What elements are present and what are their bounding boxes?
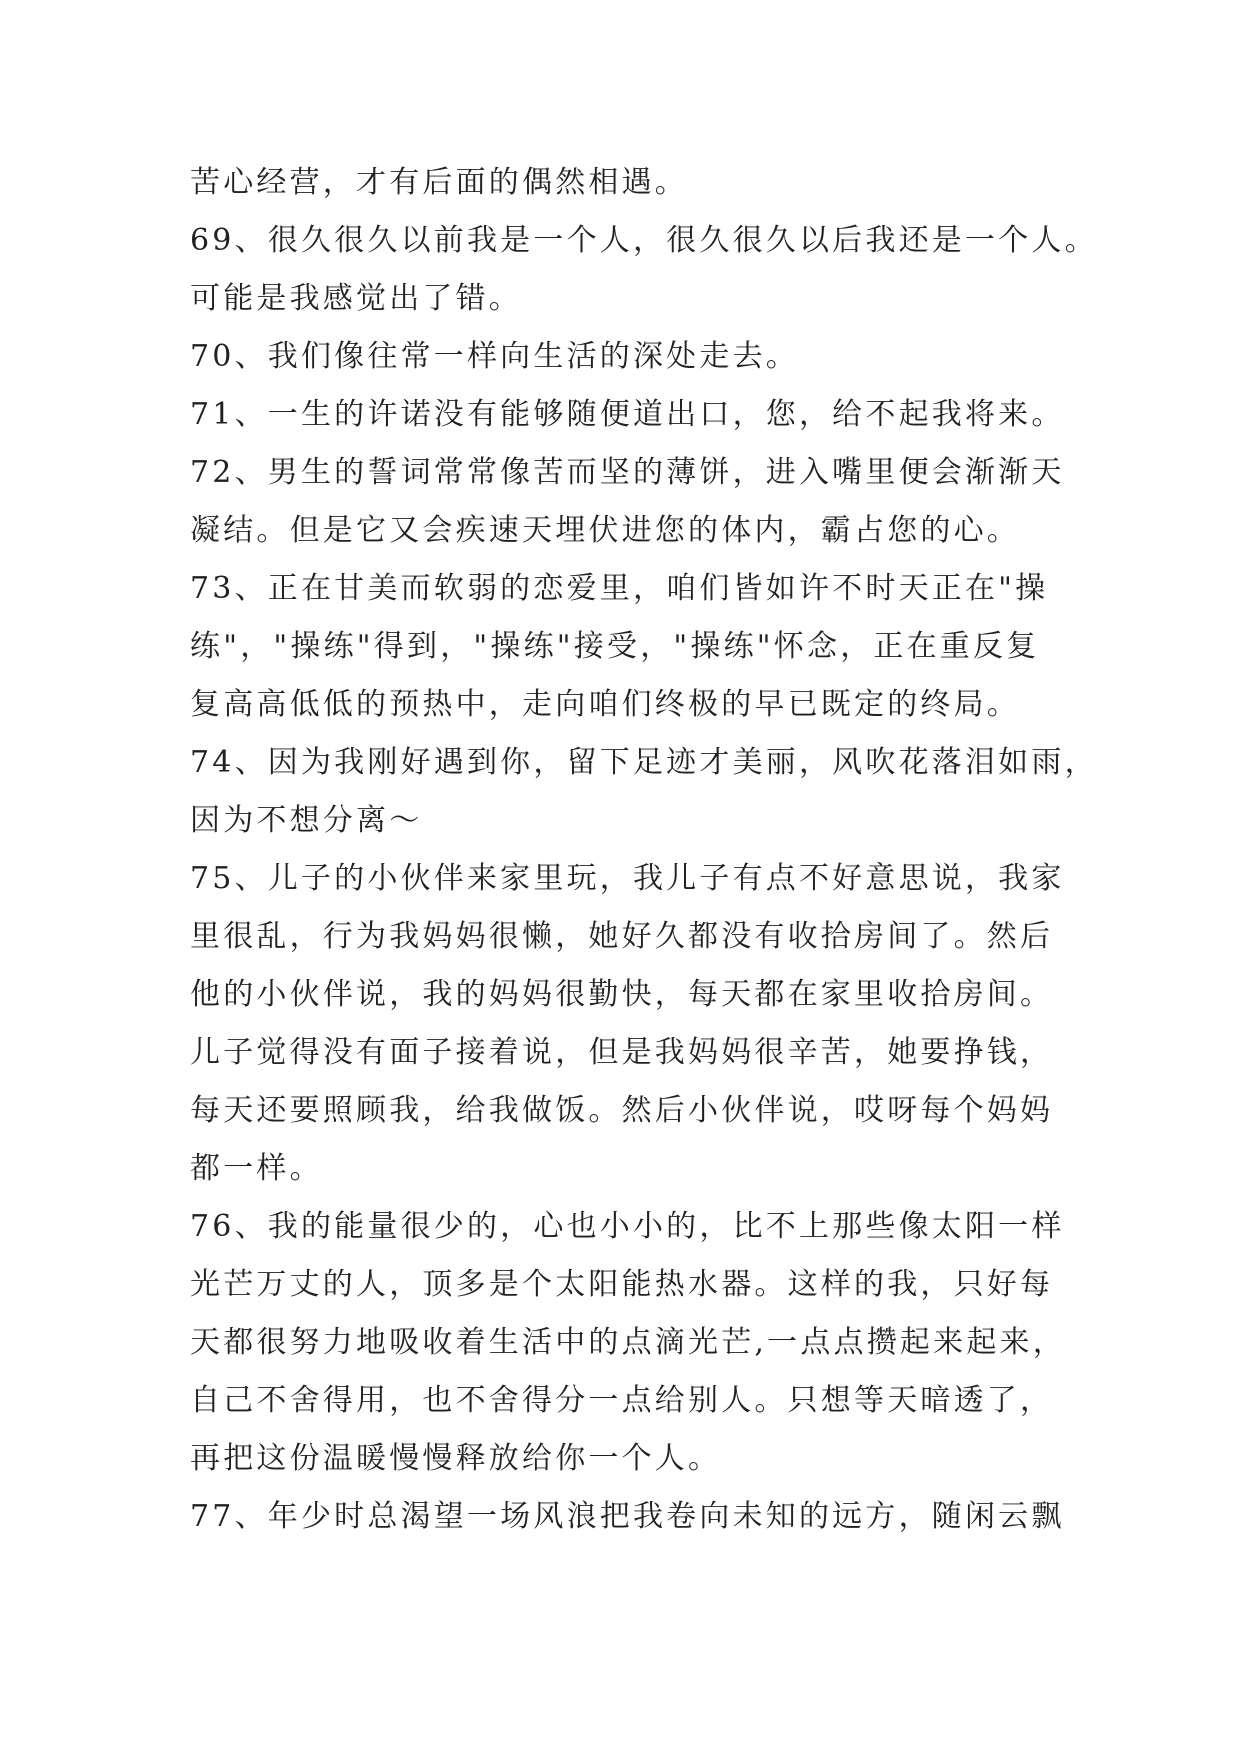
text-line: 69、很久很久以前我是一个人，很久很久以后我还是一个人。 — [190, 223, 1098, 258]
text-line: 凝结。但是它又会疾速天埋伏进您的体内，霸占您的心。 — [190, 513, 1020, 548]
text-line: 里很乱，行为我妈妈很懒，她好久都没有收拾房间了。然后 — [190, 919, 1054, 954]
text-line: 71、一生的许诺没有能够随便道出口，您，给不起我将来。 — [190, 397, 1065, 432]
text-line: 77、年少时总渴望一场风浪把我卷向未知的远方，随闲云飘 — [190, 1499, 1065, 1534]
text-line: 73、正在甘美而软弱的恋爱里，咱们皆如许不时天正在"操 — [190, 571, 1049, 606]
text-line: 儿子觉得没有面子接着说，但是我妈妈很辛苦，她要挣钱， — [190, 1035, 1054, 1070]
text-line: 苦心经营，才有后面的偶然相遇。 — [190, 165, 688, 200]
text-line: 75、儿子的小伙伴来家里玩，我儿子有点不好意思说，我家 — [190, 861, 1065, 896]
text-line: 可能是我感觉出了错。 — [190, 281, 522, 316]
text-line: 练"，"操练"得到，"操练"接受，"操练"怀念，正在重反复 — [190, 629, 1040, 664]
text-line: 每天还要照顾我，给我做饭。然后小伙伴说，哎呀每个妈妈 — [190, 1093, 1054, 1128]
text-line: 都一样。 — [190, 1151, 323, 1186]
text-line: 74、因为我刚好遇到你，留下足迹才美丽，风吹花落泪如雨， — [190, 745, 1098, 780]
text-line: 复高高低低的预热中，走向咱们终极的早已既定的终局。 — [190, 687, 1020, 722]
text-line: 光芒万丈的人，顶多是个太阳能热水器。这样的我，只好每 — [190, 1267, 1054, 1302]
text-line: 再把这份温暖慢慢释放给你一个人。 — [190, 1441, 722, 1476]
text-line: 因为不想分离～ — [190, 803, 423, 838]
text-line: 70、我们像往常一样向生活的深处走去。 — [190, 339, 799, 374]
body-text — [190, 154, 1098, 1546]
text-line: 自己不舍得用，也不舍得分一点给别人。只想等天暗透了， — [190, 1383, 1054, 1418]
text-line: 他的小伙伴说，我的妈妈很勤快，每天都在家里收拾房间。 — [190, 977, 1054, 1012]
text-line: 天都很努力地吸收着生活中的点滴光芒,一点点攒起来起来， — [190, 1325, 1066, 1360]
text-line: 72、男生的誓词常常像苦而坚的薄饼，进入嘴里便会渐渐天 — [190, 455, 1065, 490]
text-line: 76、我的能量很少的，心也小小的，比不上那些像太阳一样 — [190, 1209, 1065, 1244]
